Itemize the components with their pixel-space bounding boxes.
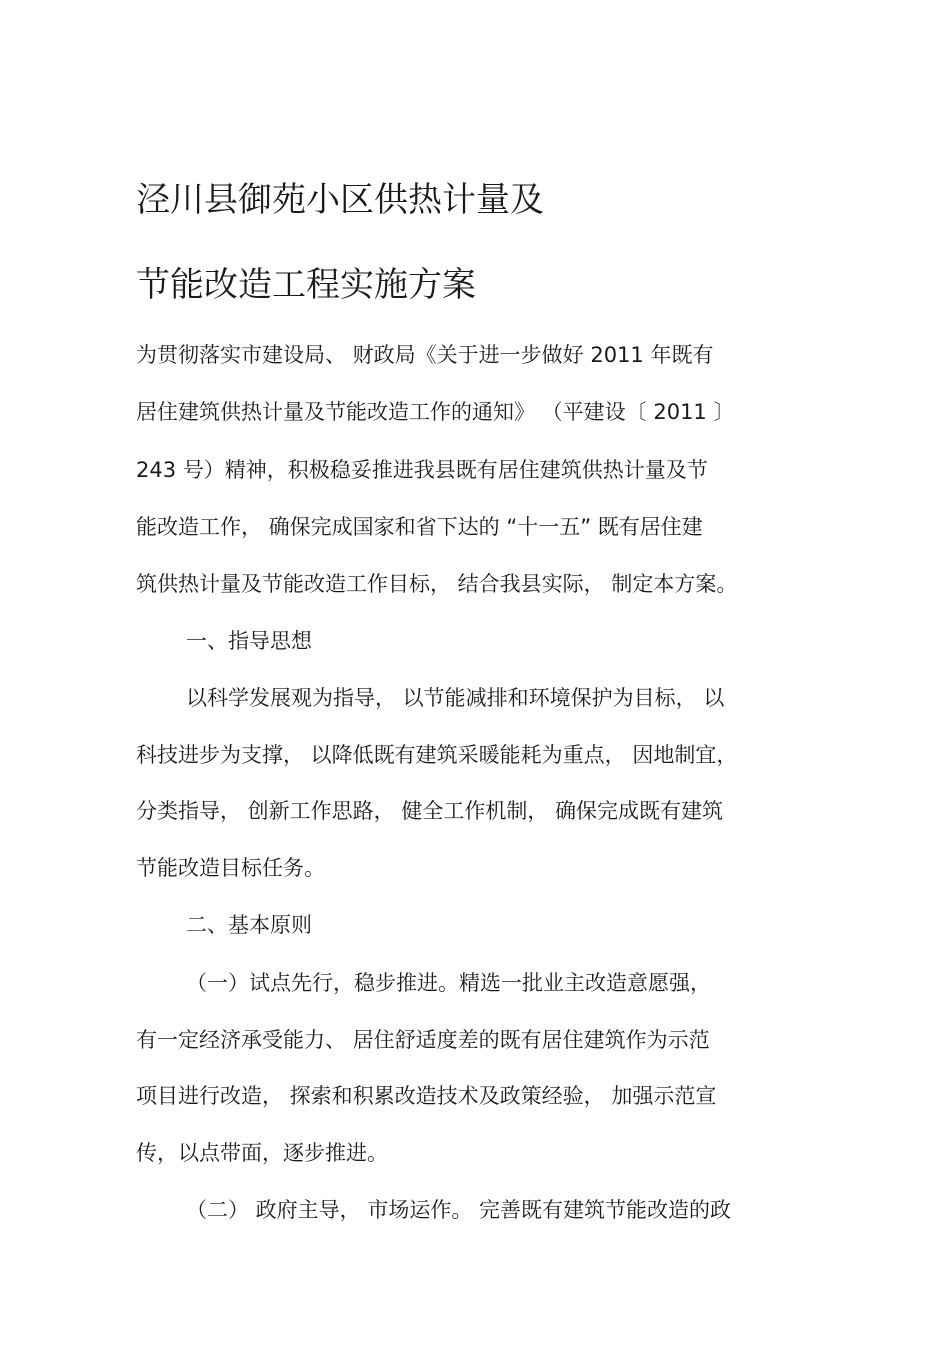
body-line: 筑供热计量及节能改造工作目标， 结合我县实际， 制定本方案。 [136,572,738,596]
section-heading: 一、指导思想 [186,629,312,653]
document-title-line-2: 节能改造工程实施方案 [136,265,476,305]
body-line: 能改造工作， 确保完成国家和省下达的 “十一五” 既有居住建 [136,515,703,539]
body-line: 项目进行改造， 探索和积累改造技术及政策经验， 加强示范宣 [136,1084,717,1108]
body-line: 传，以点带面，逐步推进。 [136,1141,388,1165]
body-line: 以科学发展观为指导， 以节能减排和环境保护为目标， 以 [186,686,725,710]
body-line: 节能改造目标任务。 [136,856,325,880]
body-line: 有一定经济承受能力、 居住舒适度差的既有居住建筑作为示范 [136,1028,710,1052]
body-line: （二） 政府主导， 市场运作。 完善既有建筑节能改造的政 [186,1198,732,1222]
body-line: 243 号）精神，积极稳妥推进我县既有居住建筑供热计量及节 [136,458,708,482]
body-line: 科技进步为支撑， 以降低既有建筑采暖能耗为重点， 因地制宜， [136,743,738,767]
body-line: 分类指导， 创新工作思路， 健全工作机制， 确保完成既有建筑 [136,799,724,823]
document-title-line-1: 泾川县御苑小区供热计量及 [136,180,544,220]
body-line: 居住建筑供热计量及节能改造工作的通知》 （平建设〔 2011 〕 [136,400,735,424]
body-line: 为贯彻落实市建设局、 财政局《关于进一步做好 2011 年既有 [136,343,714,367]
section-heading: 二、基本原则 [186,913,312,937]
body-line: （一）试点先行，稳步推进。精选一批业主改造意愿强， [186,971,711,995]
